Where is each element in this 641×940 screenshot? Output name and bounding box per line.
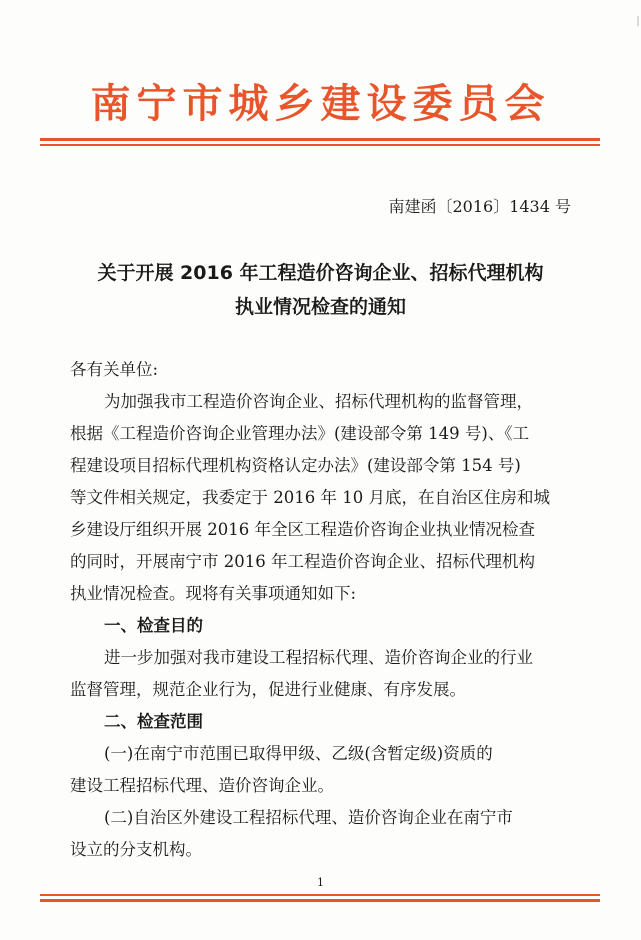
body-line: 的同时，开展南宁市 2016 年工程造价咨询企业、招标代理机构 <box>70 552 535 571</box>
salutation: 各有关单位: <box>70 360 159 379</box>
body-line: 根据《工程造价咨询企业管理办法》(建设部令第 149 号)、《工 <box>70 424 530 443</box>
scope-item-2-line: (二)自治区外建设工程招标代理、造价咨询企业在南宁市 <box>104 808 513 827</box>
letterhead-rule-thin <box>40 144 600 146</box>
scope-item-1-line: 建设工程招标代理、造价咨询企业。 <box>70 776 334 795</box>
notice-title-line-2: 执业情况检查的通知 <box>234 296 406 318</box>
letterhead-title: 南宁市城乡建设委员会 <box>90 80 551 127</box>
body-line: 乡建设厅组织开展 2016 年全区工程造价咨询企业执业情况检查 <box>70 520 535 539</box>
scope-item-2-line: 设立的分支机构。 <box>70 840 202 859</box>
body-line: 为加强我市工程造价咨询企业、招标代理机构的监督管理， <box>104 392 533 411</box>
page-number: 1 <box>317 876 324 889</box>
body-line: 程建设项目招标代理机构资格认定办法》(建设部令第 154 号) <box>70 456 521 475</box>
section-heading-scope: 二、检查范围 <box>104 712 203 731</box>
document-number: 南建函〔2016〕1434 号 <box>388 197 571 216</box>
page-corner-mark <box>637 16 639 26</box>
footer-rule-thin <box>40 894 600 896</box>
section-purpose-line: 监督管理，规范企业行为，促进行业健康、有序发展。 <box>70 680 466 699</box>
letterhead-rule-thick <box>40 138 600 141</box>
body-line: 等文件相关规定，我委定于 2016 年 10 月底，在自治区住房和城 <box>70 488 550 507</box>
scope-item-1-line: (一)在南宁市范围已取得甲级、乙级(含暂定级)资质的 <box>104 744 493 763</box>
body-line: 执业情况检查。现将有关事项通知如下: <box>70 584 357 603</box>
section-purpose-line: 进一步加强对我市建设工程招标代理、造价咨询企业的行业 <box>104 648 533 667</box>
notice-title-line-1: 关于开展 2016 年工程造价咨询企业、招标代理机构 <box>97 262 544 284</box>
footer-rule-thick <box>40 899 600 902</box>
section-heading-purpose: 一、检查目的 <box>104 616 203 635</box>
